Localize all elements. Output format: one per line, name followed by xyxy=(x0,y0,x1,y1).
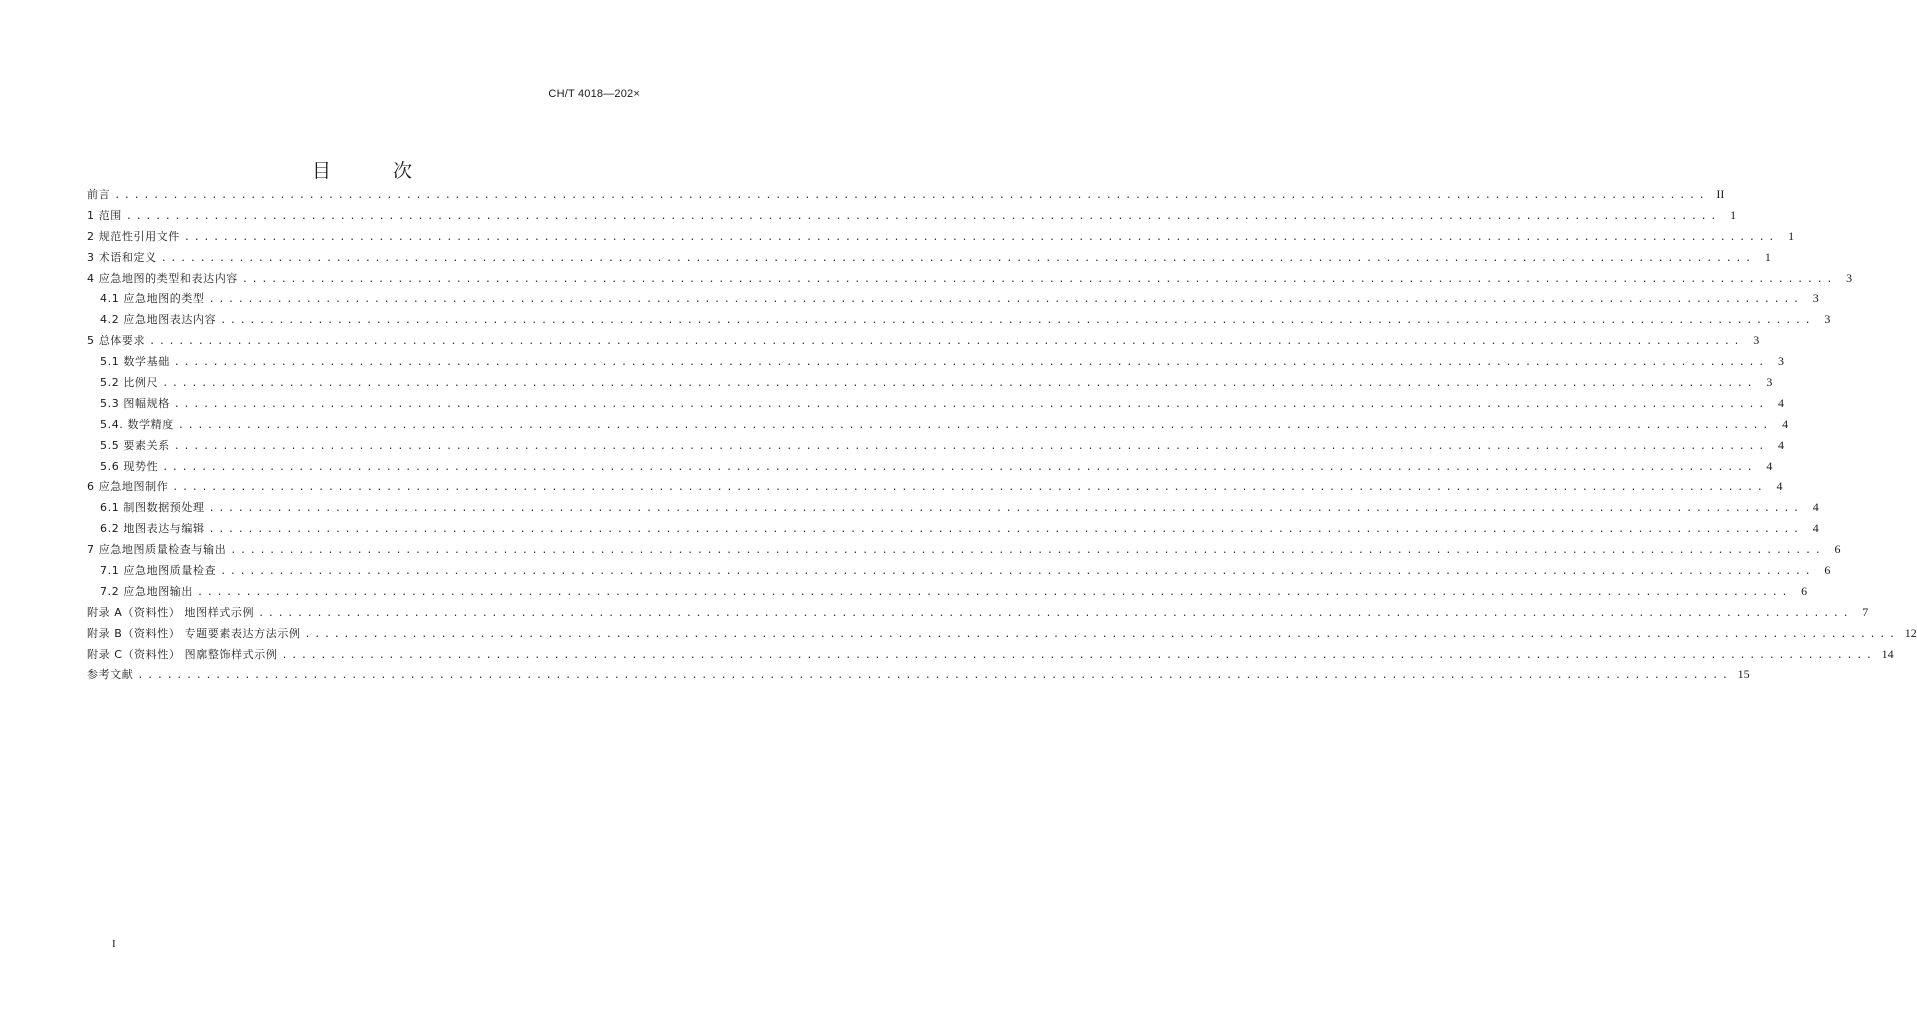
toc-entry-page: 1 xyxy=(1764,249,1771,264)
toc-entry-page: 4 xyxy=(1812,500,1819,515)
toc-entry-label: 5 总体要求 xyxy=(87,334,146,348)
toc-dot-leader: .................................................................................................................................................................... xyxy=(177,419,1773,431)
toc-entry-page: 7 xyxy=(1862,604,1869,619)
toc-entry-page: 4 xyxy=(1777,395,1784,410)
toc-dot-leader: .................................................................................................................................................................... xyxy=(160,252,1755,264)
toc-entry-page: 3 xyxy=(1824,312,1831,327)
toc-entry-label: 附录 C（资料性） 图廓整饰样式示例 xyxy=(87,647,278,661)
toc-dot-leader: .................................................................................................................................................................... xyxy=(173,440,1768,452)
toc-entry[interactable] xyxy=(87,602,1869,623)
toc-entry-label: 4.2 应急地图表达内容 xyxy=(100,313,217,327)
toc-entry-label: 5.5 要素关系 xyxy=(100,438,170,452)
toc-dot-leader: .................................................................................................................................................................... xyxy=(125,210,1721,222)
toc-dot-leader: .................................................................................................................................................................... xyxy=(162,378,1757,390)
toc-entry-label: 前言 xyxy=(87,188,111,201)
toc-entry[interactable] xyxy=(87,372,1773,393)
toc-entry[interactable] xyxy=(87,351,1784,372)
toc-entry-label: 6.1 制图数据预处理 xyxy=(100,501,205,515)
toc-entry-label: 5.1 数学基础 xyxy=(100,355,170,369)
toc-entry[interactable] xyxy=(87,497,1819,518)
toc-entry-label: 5.3 图幅规格 xyxy=(100,396,170,410)
toc-dot-leader: .................................................................................................................................................................... xyxy=(241,273,1837,285)
toc-entry-label: 1 范围 xyxy=(87,208,122,222)
toc-entry-page: 3 xyxy=(1766,375,1773,390)
toc-entry-page: 1 xyxy=(1730,207,1737,222)
toc-entry-label: 6 应急地图制作 xyxy=(87,480,169,494)
toc-entry-page: 4 xyxy=(1777,437,1784,452)
toc-entry[interactable] xyxy=(87,226,1795,247)
toc-dot-leader: .................................................................................................................................................................... xyxy=(137,670,1732,682)
toc-entry[interactable] xyxy=(87,456,1773,477)
toc-entry-label: 5.2 比例尺 xyxy=(100,376,159,390)
toc-entry[interactable] xyxy=(87,393,1784,414)
toc-entry-page: 15 xyxy=(1737,667,1750,682)
toc-dot-leader: .................................................................................................................................................................... xyxy=(173,357,1768,369)
toc-dot-leader: .................................................................................................................................................................... xyxy=(183,231,1779,243)
toc-dot-leader: .................................................................................................................................................................... xyxy=(197,586,1792,598)
toc-entry-label: 4.1 应急地图的类型 xyxy=(100,292,205,306)
toc-entry-page: II xyxy=(1716,187,1725,201)
toc-entry-page: 3 xyxy=(1812,291,1819,306)
toc-dot-leader: .................................................................................................................................................................... xyxy=(304,628,1899,640)
toc-entry-label: 附录 A（资料性） 地图样式示例 xyxy=(87,605,255,619)
toc-entry[interactable] xyxy=(87,435,1784,456)
toc-dot-leader: .................................................................................................................................................................... xyxy=(281,649,1876,661)
toc-entry[interactable] xyxy=(87,184,1725,205)
toc-entry-label: 7.2 应急地图输出 xyxy=(100,584,193,598)
toc-entry[interactable] xyxy=(87,247,1771,268)
toc-dot-leader: .................................................................................................................................................................... xyxy=(230,545,1825,557)
toc-entry[interactable] xyxy=(87,560,1831,581)
toc-entry-page: 6 xyxy=(1801,583,1808,598)
toc-entry-page: 6 xyxy=(1834,542,1841,557)
toc-entry[interactable] xyxy=(87,476,1783,497)
toc-entry-label: 附录 B（资料性） 专题要素表达方法示例 xyxy=(87,626,301,640)
toc-dot-leader: .................................................................................................................................................................... xyxy=(208,503,1803,515)
toc-dot-leader: .................................................................................................................................................................... xyxy=(208,524,1803,536)
toc-dot-leader: .................................................................................................................................................................... xyxy=(114,190,1709,201)
toc-entry-label: 3 术语和定义 xyxy=(87,250,157,264)
toc-dot-leader: .................................................................................................................................................................... xyxy=(173,398,1768,410)
toc-entry[interactable] xyxy=(87,309,1831,330)
toc-entry[interactable] xyxy=(87,268,1853,289)
toc-title: 目 次 xyxy=(311,160,441,182)
toc-dot-leader: .................................................................................................................................................................... xyxy=(208,294,1803,306)
page-number: I xyxy=(112,938,116,950)
toc-entry-label: 7 应急地图质量检查与输出 xyxy=(87,543,227,557)
toc-entry-label: 6.2 地图表达与编辑 xyxy=(100,522,205,536)
toc-entry-page: 12 xyxy=(1904,625,1917,640)
toc-entry[interactable] xyxy=(87,664,1750,685)
toc-dot-leader: .................................................................................................................................................................... xyxy=(172,482,1767,494)
toc-entry[interactable] xyxy=(87,288,1819,309)
table-of-contents xyxy=(87,184,1917,685)
toc-entry[interactable] xyxy=(87,644,1894,665)
document-code: CH/T 4018—202× xyxy=(548,88,640,100)
toc-dot-leader: .................................................................................................................................................................... xyxy=(220,566,1815,578)
toc-dot-leader: .................................................................................................................................................................... xyxy=(162,461,1757,473)
toc-entry-page: 14 xyxy=(1881,646,1894,661)
toc-dot-leader: .................................................................................................................................................................... xyxy=(258,607,1853,619)
toc-entry-label: 5.4. 数学精度 xyxy=(100,417,174,431)
toc-dot-leader: .................................................................................................................................................................... xyxy=(220,315,1815,327)
toc-entry-page: 3 xyxy=(1777,354,1784,369)
toc-entry-page: 1 xyxy=(1788,228,1795,243)
toc-dot-leader: .................................................................................................................................................................... xyxy=(149,336,1744,348)
toc-entry-page: 3 xyxy=(1846,270,1853,285)
toc-entry[interactable] xyxy=(87,414,1789,435)
toc-entry[interactable] xyxy=(87,581,1808,602)
toc-entry-page: 4 xyxy=(1776,479,1783,494)
toc-entry-page: 6 xyxy=(1824,563,1831,578)
toc-entry-page: 3 xyxy=(1753,333,1760,348)
toc-entry-label: 7.1 应急地图质量检查 xyxy=(100,564,217,578)
toc-entry[interactable] xyxy=(87,623,1917,644)
toc-entry-page: 4 xyxy=(1812,521,1819,536)
toc-entry-page: 4 xyxy=(1766,458,1773,473)
toc-entry-page: 4 xyxy=(1782,416,1789,431)
toc-entry-label: 2 规范性引用文件 xyxy=(87,229,180,243)
toc-entry-label: 参考文献 xyxy=(87,668,134,682)
toc-entry-label: 5.6 现势性 xyxy=(100,459,159,473)
toc-entry[interactable] xyxy=(87,205,1737,226)
toc-entry[interactable] xyxy=(87,330,1760,351)
toc-entry[interactable] xyxy=(87,518,1819,539)
toc-entry[interactable] xyxy=(87,539,1841,560)
toc-entry-label: 4 应急地图的类型和表达内容 xyxy=(87,271,238,285)
